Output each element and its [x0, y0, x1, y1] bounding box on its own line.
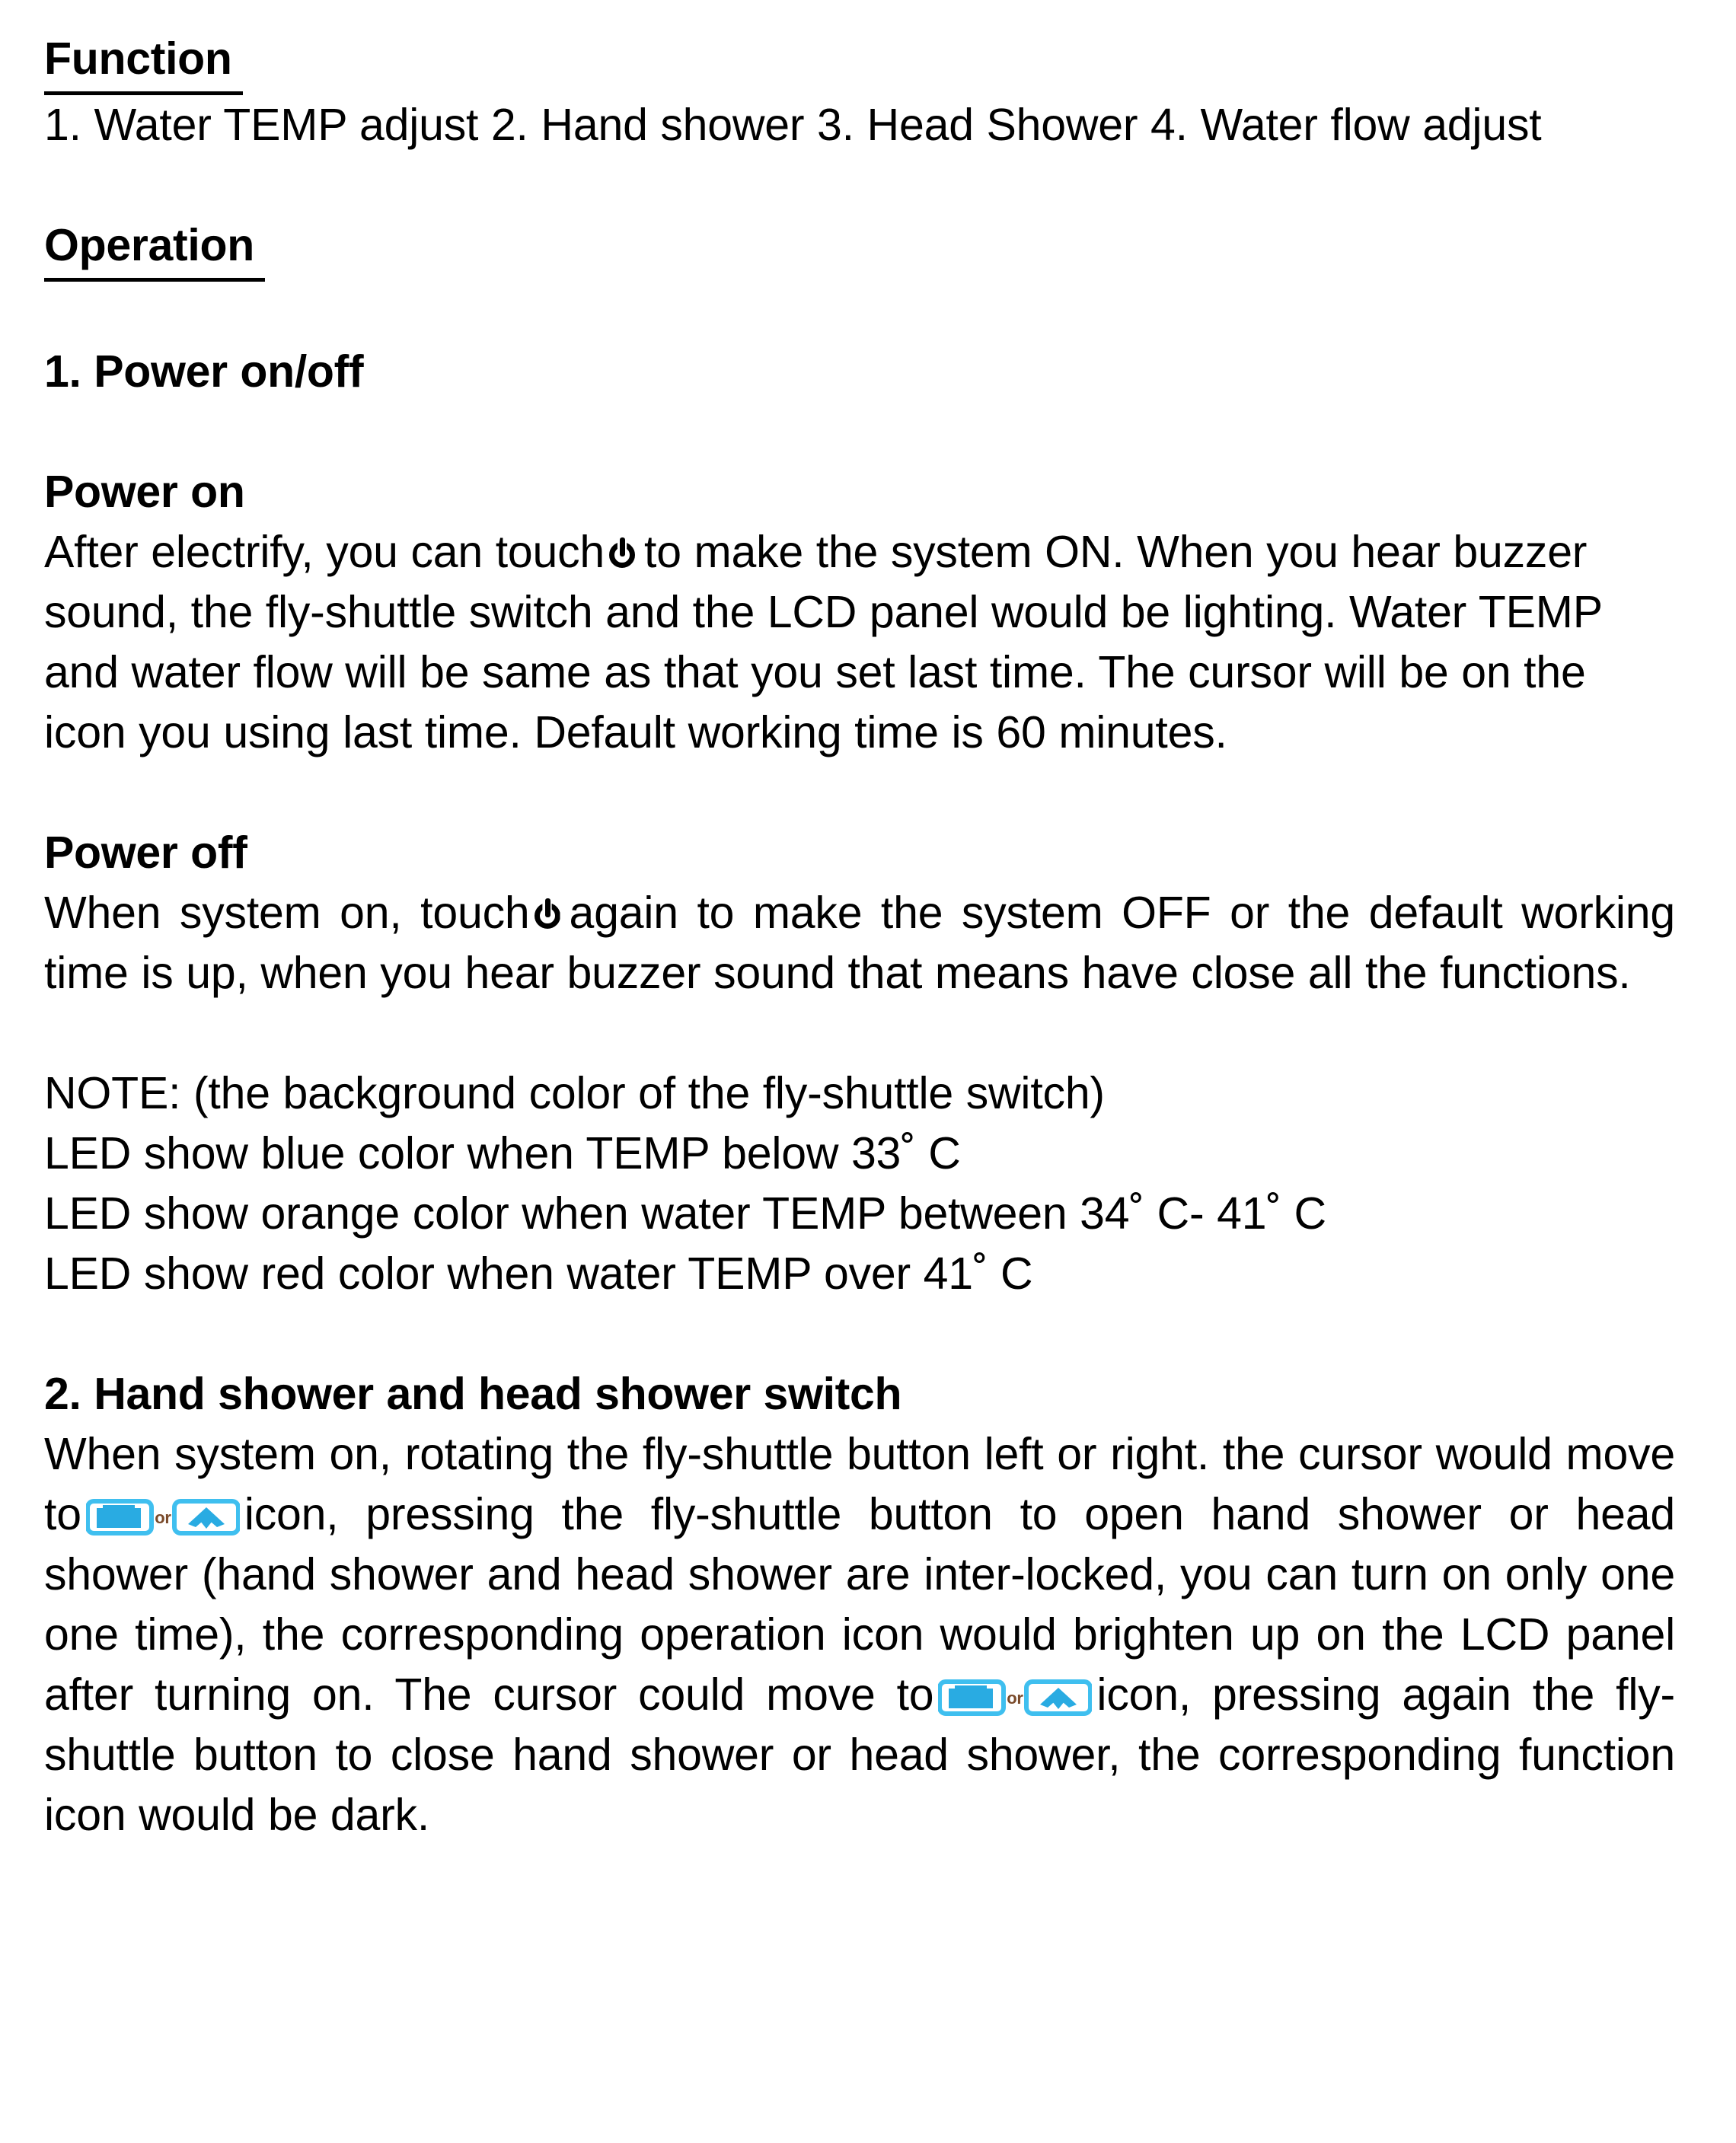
power-on-subheading: Power on — [44, 467, 245, 517]
svg-text:or: or — [155, 1508, 171, 1527]
power-on-text-after: to make the system ON. When you hear buzzer sound, the fly-shuttle switch and the LCD panel would be lighting. Water TEMP and water flow will be same as that you set last time. The cursor will be on the icon you using last time. Default working time is 60 minutes. — [44, 527, 1602, 757]
power-off-paragraph — [44, 883, 1675, 1003]
power-on-paragraph — [44, 522, 1675, 763]
note-line-2: LED show blue color when TEMP below 33˚ C — [44, 1128, 961, 1178]
svg-text:or: or — [1007, 1689, 1024, 1708]
or-separator — [1007, 1689, 1024, 1708]
shower-switch-heading: 2. Hand shower and head shower switch — [44, 1369, 902, 1419]
function-heading — [44, 29, 1675, 95]
power-symbol-icon — [533, 897, 566, 933]
operation-heading — [44, 215, 1675, 282]
power-off-text-after: again to make the system OFF or the default working time is up, when you hear buzzer sound that means have close all the functions. — [44, 888, 1675, 998]
power-symbol-icon — [608, 536, 641, 572]
paragraph-gap — [44, 763, 1675, 823]
shower-text-part-2: icon, pressing the fly-shuttle button to open hand shower or head shower (hand shower and head shower are inter-locked, you can turn on only one one time), the corresponding operation icon would brighten up on the LCD panel after turning on. The cursor could move to — [44, 1489, 1675, 1720]
power-off-subheading: Power off — [44, 828, 247, 878]
paragraph-gap — [44, 1304, 1675, 1364]
note-line-3: LED show orange color when water TEMP between 34˚ C- 41˚ C — [44, 1188, 1326, 1239]
document-body — [44, 29, 1675, 1845]
head-shower-icon — [1026, 1682, 1090, 1714]
paragraph-gap — [44, 282, 1675, 342]
or-separator — [155, 1508, 171, 1527]
shower-text-part-3: icon, pressing again the fly-shuttle button to close hand shower or head shower, the corresponding function icon would be dark. — [44, 1669, 1675, 1840]
paragraph-gap — [44, 402, 1675, 462]
power-onoff-heading: 1. Power on/off — [44, 346, 364, 397]
note-line-1: NOTE: (the background color of the fly-shuttle switch) — [44, 1068, 1105, 1118]
head-shower-icon — [174, 1501, 238, 1533]
operation-heading-text: Operation — [44, 215, 265, 282]
hand-shower-icon — [940, 1682, 1004, 1714]
paragraph-gap — [44, 1003, 1675, 1064]
shower-icon-pair-2 — [938, 1679, 1092, 1717]
paragraph-gap — [44, 155, 1675, 215]
function-body: 1. Water TEMP adjust 2. Hand shower 3. Head Shower 4. Water flow adjust — [44, 100, 1542, 150]
hand-shower-icon — [88, 1501, 152, 1533]
shower-switch-paragraph — [44, 1424, 1675, 1845]
shower-icon-pair-1 — [86, 1498, 240, 1536]
power-on-text-before: After electrify, you can touch — [44, 527, 605, 577]
note-line-4: LED show red color when water TEMP over 41˚ C — [44, 1248, 1033, 1299]
power-off-text-before: When system on, touch — [44, 888, 530, 938]
function-heading-text: Function — [44, 29, 243, 95]
shower-text-part-1: When system on, rotating the fly-shuttle button left or right. the cursor would move to — [44, 1429, 1675, 1539]
